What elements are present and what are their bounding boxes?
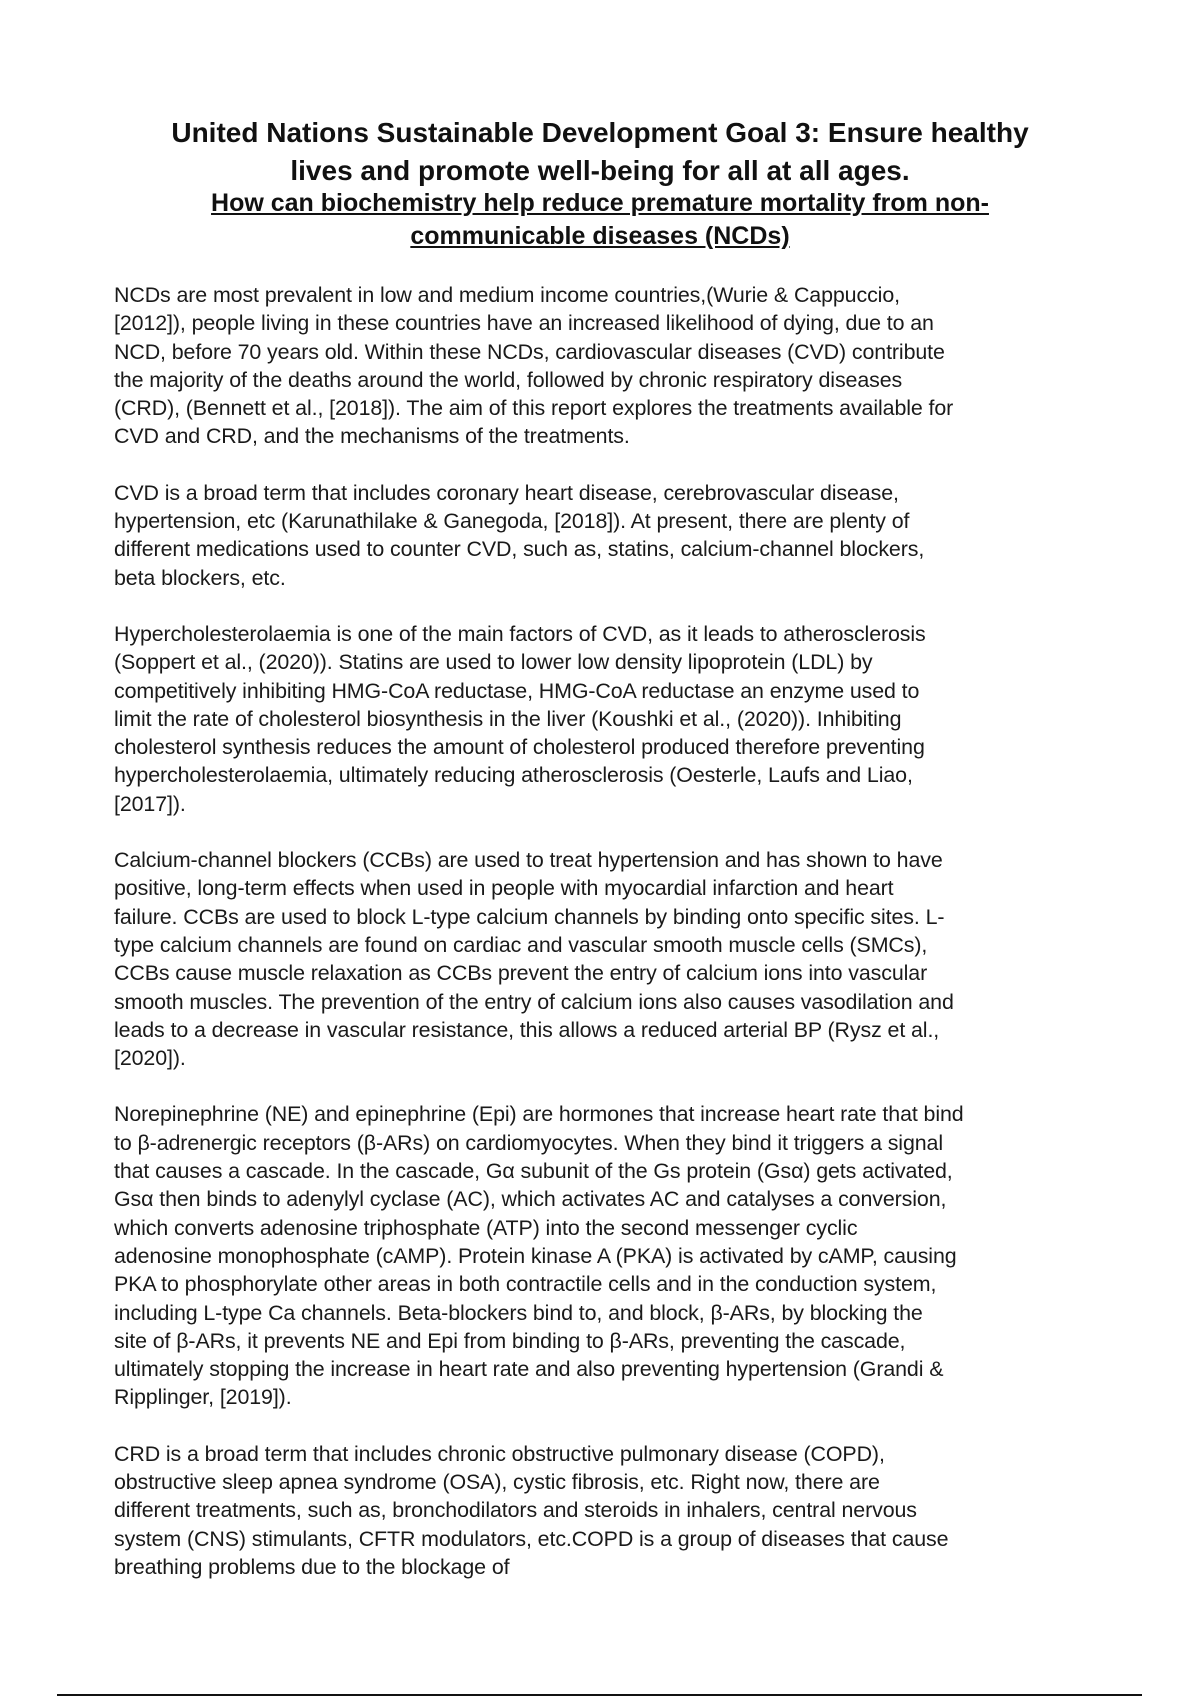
text-line: different treatments, such as, bronchodilators and steroids in inhalers, central nervous <box>114 1498 917 1523</box>
text-line: CVD is a broad term that includes coronary heart disease, cerebrovascular disease, <box>114 480 899 505</box>
text-line: NCD, before 70 years old. Within these NCDs, cardiovascular diseases (CVD) contribute <box>114 339 945 364</box>
text-line: CVD and CRD, and the mechanisms of the treatments. <box>114 424 630 449</box>
text-line: including L-type Ca channels. Beta-blockers bind to, and block, β-ARs, by blocking the <box>114 1300 923 1325</box>
footer-divider <box>57 1694 1142 1696</box>
text-line: [2017]). <box>114 791 186 816</box>
text-line: site of β-ARs, it prevents NE and Epi from binding to β-ARs, preventing the cascade, <box>114 1328 906 1353</box>
text-line: type calcium channels are found on cardiac and vascular smooth muscle cells (SMCs), <box>114 932 928 957</box>
text-line: to β-adrenergic receptors (β-ARs) on cardiomyocytes. When they bind it triggers a signal <box>114 1130 943 1155</box>
text-line: CRD is a broad term that includes chronic obstructive pulmonary disease (COPD), <box>114 1441 885 1466</box>
text-line: cholesterol synthesis reduces the amount of cholesterol produced therefore preventing <box>114 735 925 760</box>
text-line: [2012]), people living in these countries have an increased likelihood of dying, due to an <box>114 311 934 336</box>
subtitle-line: How can biochemistry help reduce premature mortality from non- <box>211 189 989 217</box>
text-line: Calcium-channel blockers (CCBs) are used to treat hypertension and has shown to have <box>114 848 943 873</box>
paragraph-ncds-intro <box>114 281 1094 451</box>
text-line: Ripplinger, [2019]). <box>114 1385 292 1410</box>
text-line: (CRD), (Bennett et al., [2018]). The aim of this report explores the treatments available for <box>114 396 954 421</box>
text-line: NCDs are most prevalent in low and medium income countries,(Wurie & Cappuccio, <box>114 283 900 307</box>
title-line: lives and promote well-being for all at all ages. <box>290 155 910 186</box>
paragraph-crd-definition <box>114 1440 1094 1581</box>
text-line: which converts adenosine triphosphate (ATP) into the second messenger cyclic <box>114 1215 858 1240</box>
text-line: competitively inhibiting HMG-CoA reductase, HMG-CoA reductase an enzyme used to <box>114 678 920 703</box>
text-line: CCBs cause muscle relaxation as CCBs prevent the entry of calcium ions into vascular <box>114 961 928 986</box>
page-title <box>80 114 1120 190</box>
text-line: limit the rate of cholesterol biosynthesis in the liver (Koushki et al., (2020)). Inhibiting <box>114 706 902 731</box>
body-text <box>114 281 1094 1609</box>
paragraph-beta-blockers <box>114 1100 1094 1411</box>
text-line: positive, long-term effects when used in people with myocardial infarction and heart <box>114 876 894 901</box>
text-line: breathing problems due to the blockage of <box>114 1554 510 1579</box>
text-line: beta blockers, etc. <box>114 565 286 590</box>
page-subtitle <box>80 187 1120 253</box>
text-line: failure. CCBs are used to block L-type calcium channels by binding onto specific sites. L- <box>114 904 945 929</box>
paragraph-calcium-channel-blockers <box>114 846 1094 1072</box>
paragraph-cvd-definition <box>114 479 1094 592</box>
text-line: different medications used to counter CVD, such as, statins, calcium-channel blockers, <box>114 537 925 562</box>
text-line: PKA to phosphorylate other areas in both contractile cells and in the conduction system, <box>114 1272 937 1297</box>
text-line: Hypercholesterolaemia is one of the main factors of CVD, as it leads to atherosclerosis <box>114 621 926 646</box>
text-line: Norepinephrine (NE) and epinephrine (Epi) are hormones that increase heart rate that bind <box>114 1102 964 1127</box>
text-line: ultimately stopping the increase in heart rate and also preventing hypertension (Grandi & <box>114 1357 944 1382</box>
text-line: hypertension, etc (Karunathilake & Ganegoda, [2018]). At present, there are plenty of <box>114 509 910 534</box>
text-line: leads to a decrease in vascular resistance, this allows a reduced arterial BP (Rysz et al., <box>114 1017 940 1042</box>
title-line: United Nations Sustainable Development Goal 3: Ensure healthy <box>171 117 1029 148</box>
text-line: hypercholesterolaemia, ultimately reducing atherosclerosis (Oesterle, Laufs and Liao, <box>114 763 913 788</box>
text-line: smooth muscles. The prevention of the entry of calcium ions also causes vasodilation and <box>114 989 954 1014</box>
text-line: the majority of the deaths around the world, followed by chronic respiratory diseases <box>114 367 903 392</box>
text-line: system (CNS) stimulants, CFTR modulators, etc.COPD is a group of diseases that cause <box>114 1526 949 1551</box>
text-line: adenosine monophosphate (cAMP). Protein kinase A (PKA) is activated by cAMP, causing <box>114 1243 957 1268</box>
text-line: Gsα then binds to adenylyl cyclase (AC), which activates AC and catalyses a conversion, <box>114 1187 947 1212</box>
text-line: that causes a cascade. In the cascade, Gα subunit of the Gs protein (Gsα) gets activated, <box>114 1159 953 1184</box>
text-line: (Soppert et al., (2020)). Statins are used to lower low density lipoprotein (LDL) by <box>114 650 873 675</box>
paragraph-statins <box>114 620 1094 818</box>
text-line: [2020]). <box>114 1046 186 1071</box>
subtitle-line: communicable diseases (NCDs) <box>410 222 790 250</box>
text-line: obstructive sleep apnea syndrome (OSA), cystic fibrosis, etc. Right now, there are <box>114 1469 880 1494</box>
